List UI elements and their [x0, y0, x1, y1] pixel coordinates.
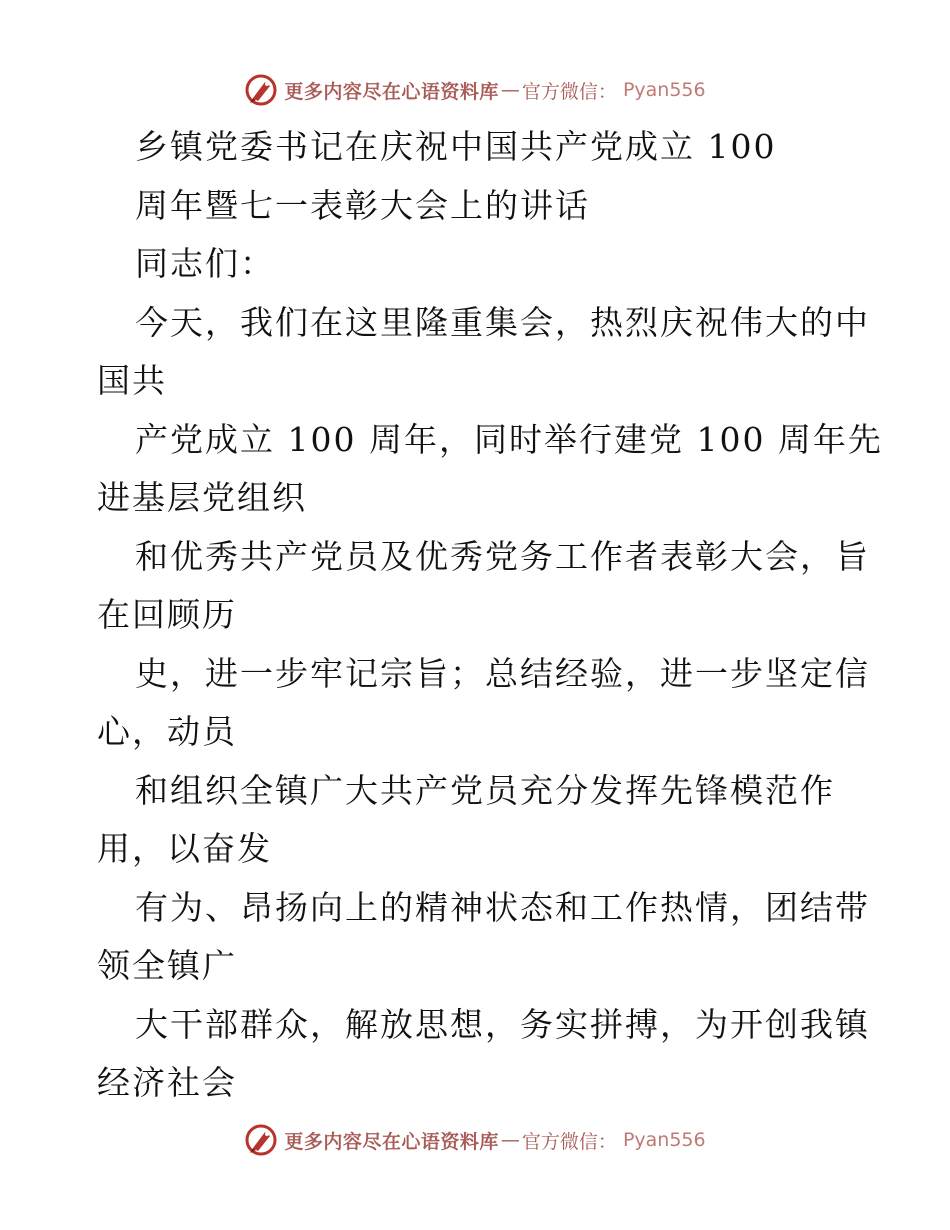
body-line: 心，动员 [97, 712, 237, 751]
title-line-1: 乡镇党委书记在庆祝中国共产党成立 100 [135, 127, 777, 166]
salutation: 同志们： [135, 244, 275, 283]
banner-main-text: 更多内容尽在心语资料库 [284, 80, 499, 103]
body-line: 和优秀共产党员及优秀党务工作者表彰大会，旨 [135, 536, 870, 576]
body-line: 大干部群众，解放思想，务实拼搏，为开创我镇 [135, 1004, 870, 1044]
body-line: 领全镇广 [97, 946, 237, 985]
body-line: 用，以奋发 [97, 829, 272, 868]
banner-wechat-id: Pyan556 [622, 79, 706, 101]
banner-separator: — [500, 1129, 520, 1151]
body-line: 有为、昂扬向上的精神状态和工作热情，团结带 [135, 887, 870, 927]
header-watermark-banner [0, 70, 950, 110]
banner-wechat-id: Pyan556 [622, 1129, 706, 1151]
body-line: 史，进一步牢记宗旨；总结经验，进一步坚定信 [135, 653, 870, 693]
title-line-2: 周年暨七一表彰大会上的讲话 [135, 185, 590, 225]
pen-logo-icon [244, 1123, 278, 1157]
footer-watermark-banner [0, 1120, 950, 1160]
body-line: 国共 [97, 361, 167, 400]
banner-main-text: 更多内容尽在心语资料库 [284, 1130, 499, 1153]
banner-wechat-label: 官方微信： [521, 80, 617, 103]
banner-wechat-label: 官方微信： [521, 1130, 617, 1153]
body-line: 今天，我们在这里隆重集会，热烈庆祝伟大的中 [135, 302, 870, 342]
document-body [97, 118, 883, 1113]
body-line: 在回顾历 [97, 595, 237, 634]
body-line: 产党成立 100 周年，同时举行建党 100 周年先 [135, 419, 883, 459]
banner-separator: — [500, 79, 520, 101]
body-line: 和组织全镇广大共产党员充分发挥先锋模范作 [135, 770, 835, 810]
body-line: 进基层党组织 [97, 478, 307, 517]
body-line: 经济社会 [97, 1063, 237, 1102]
pen-logo-icon [244, 73, 278, 107]
